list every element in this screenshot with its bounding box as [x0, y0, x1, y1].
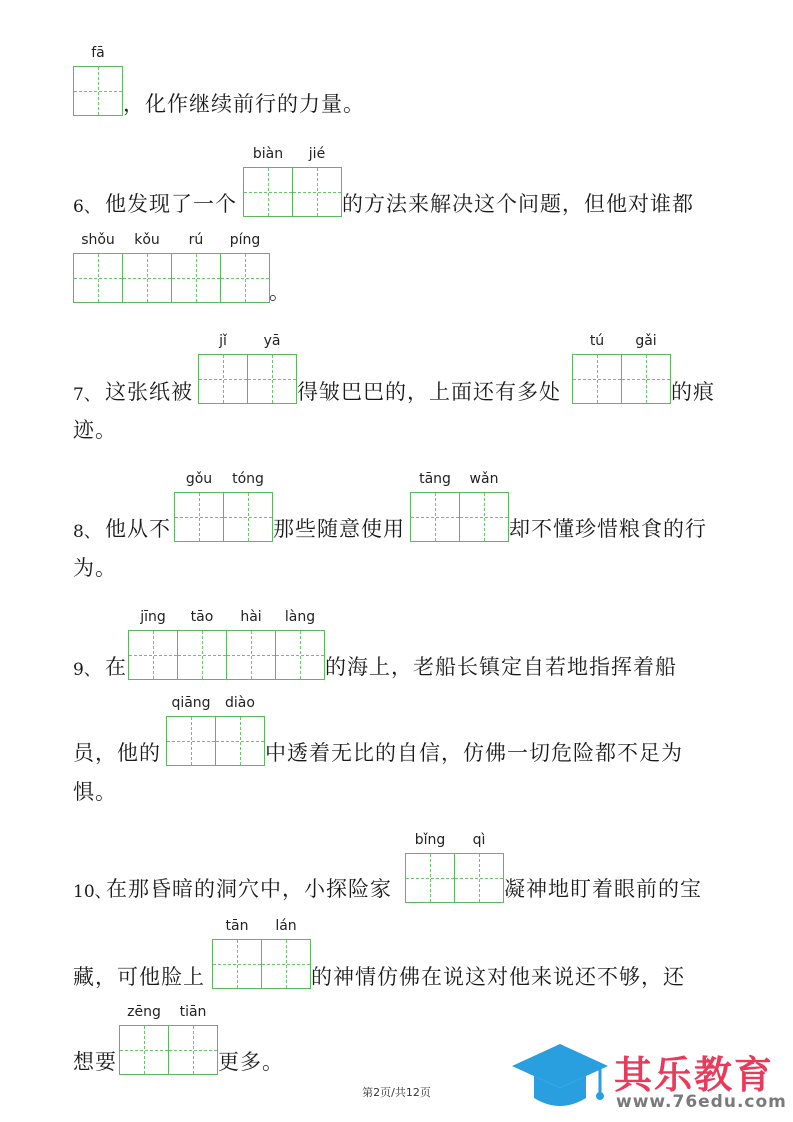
writing-grid[interactable] [73, 66, 123, 114]
writing-cell[interactable] [454, 853, 504, 903]
writing-cell[interactable] [226, 630, 276, 680]
writing-cell[interactable] [243, 167, 293, 217]
writing-cell[interactable] [275, 630, 325, 680]
sentence-text: 为。 [73, 556, 117, 580]
pinyin: bǐng [414, 832, 446, 848]
sentence-text: 的痕 [671, 380, 715, 404]
pinyin: píng [229, 232, 261, 248]
pinyin: fā [91, 45, 105, 61]
writing-cell[interactable] [410, 492, 460, 542]
question-number: 6、 [73, 197, 101, 217]
sentence-text: 在那昏暗的洞穴中，小探险家 [106, 877, 392, 901]
writing-cell[interactable] [261, 939, 311, 989]
pinyin: hài [240, 609, 262, 625]
sentence-text: 想要 [73, 1050, 117, 1074]
pinyin: qiāng [171, 695, 211, 711]
writing-cell[interactable] [247, 354, 297, 404]
writing-grid[interactable] [410, 492, 509, 540]
brand-url[interactable]: www.76edu.com [616, 1092, 787, 1112]
pinyin: kǒu [134, 232, 160, 248]
writing-cell[interactable] [215, 716, 265, 766]
pinyin: tóng [232, 471, 264, 487]
writing-cell[interactable] [292, 167, 342, 217]
question-number: 10、 [73, 882, 112, 902]
sentence-text: 藏，可他脸上 [73, 965, 205, 989]
sentence-text: 那些随意使用 [273, 517, 405, 541]
writing-cell[interactable] [73, 253, 123, 303]
writing-grid[interactable] [166, 716, 265, 764]
pinyin: tāo [190, 609, 214, 625]
writing-grid[interactable] [572, 354, 671, 402]
sentence-text: 的海上，老船长镇定自若地指挥着船 [325, 655, 677, 679]
sentence-text: ，化作继续前行的力量。 [123, 92, 365, 116]
writing-cell[interactable] [128, 630, 178, 680]
question-number: 9、 [73, 660, 101, 680]
pinyin: biàn [252, 146, 284, 162]
writing-cell[interactable] [220, 253, 270, 303]
pinyin: tāng [419, 471, 451, 487]
pinyin: shǒu [81, 232, 115, 248]
writing-cell[interactable] [122, 253, 172, 303]
sentence-text: 迹。 [73, 418, 117, 442]
sentence-text: 这张纸被 [105, 380, 193, 404]
writing-cell[interactable] [168, 1025, 218, 1075]
sentence-text: 在 [105, 655, 127, 679]
brand-name: 其乐教育 [614, 1053, 775, 1097]
writing-cell[interactable] [223, 492, 273, 542]
writing-cell[interactable] [171, 253, 221, 303]
sentence-text: 却不懂珍惜粮食的行 [509, 517, 707, 541]
sentence-text: 他发现了一个 [105, 192, 237, 216]
pinyin: gǎi [635, 333, 657, 349]
pinyin: rú [188, 232, 204, 248]
writing-cell[interactable] [572, 354, 622, 404]
writing-grid[interactable] [405, 853, 504, 901]
writing-grid[interactable] [212, 939, 311, 987]
sentence-text: 的方法来解决这个问题，但他对谁都 [342, 192, 694, 216]
pinyin: jǐ [219, 333, 227, 349]
sentence-text: 凝神地盯着眼前的宝 [504, 877, 702, 901]
writing-grid[interactable] [119, 1025, 218, 1073]
pinyin: jīng [140, 609, 166, 625]
pinyin: diào [225, 695, 255, 711]
sentence-text: 得皱巴巴的，上面还有多处 [297, 380, 561, 404]
writing-grid[interactable] [243, 167, 342, 215]
pinyin: gǒu [185, 471, 213, 487]
writing-cell[interactable] [405, 853, 455, 903]
writing-grid[interactable] [198, 354, 297, 402]
pinyin: qì [472, 832, 486, 848]
pinyin: tiān [179, 1004, 207, 1020]
pinyin: tú [589, 333, 605, 349]
writing-grid[interactable] [73, 253, 270, 301]
sentence-text: 他从不 [105, 517, 171, 541]
pinyin: làng [284, 609, 316, 625]
sentence-text: 中透着无比的自信，仿佛一切危险都不足为 [265, 741, 683, 765]
writing-cell[interactable] [166, 716, 216, 766]
pinyin: jié [308, 146, 326, 162]
pinyin: yā [263, 333, 281, 349]
pinyin: lán [275, 918, 297, 934]
writing-cell[interactable] [119, 1025, 169, 1075]
writing-cell[interactable] [177, 630, 227, 680]
page-number: 第2页/共12页 [362, 1086, 431, 1099]
writing-grid[interactable] [174, 492, 273, 540]
pinyin: tān [225, 918, 249, 934]
sentence-text: 惧。 [73, 780, 117, 804]
writing-cell[interactable] [212, 939, 262, 989]
question-number: 8、 [73, 522, 101, 542]
sentence-text: 。 [269, 280, 291, 304]
sentence-text: 的神情仿佛在说这对他来说还不够，还 [311, 965, 685, 989]
writing-grid[interactable] [128, 630, 325, 678]
writing-cell[interactable] [73, 66, 123, 116]
sentence-text: 更多。 [218, 1050, 284, 1074]
writing-cell[interactable] [198, 354, 248, 404]
writing-cell[interactable] [621, 354, 671, 404]
pinyin: zēng [127, 1004, 161, 1020]
writing-cell[interactable] [459, 492, 509, 542]
writing-cell[interactable] [174, 492, 224, 542]
sentence-text: 员，他的 [73, 741, 161, 765]
graduation-cap-icon [508, 1040, 612, 1112]
question-number: 7、 [73, 385, 101, 405]
pinyin: wǎn [469, 471, 499, 487]
